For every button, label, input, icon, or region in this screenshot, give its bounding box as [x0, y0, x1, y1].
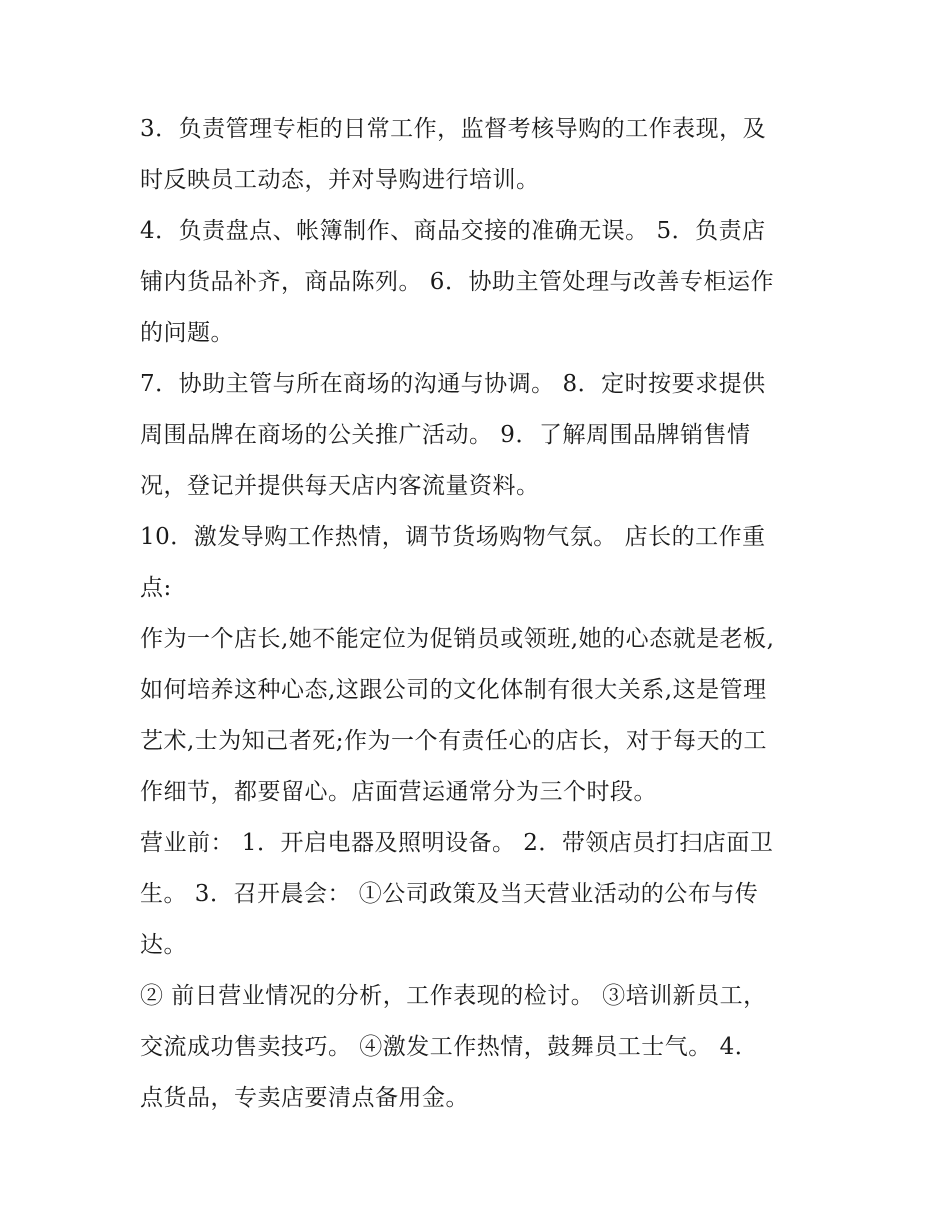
text-line: ② 前日营业情况的分析，工作表现的检讨。 ③培训新员工，	[140, 983, 767, 1009]
text-line: 周围品牌在商场的公关推广活动。 9．了解周围品牌销售情	[140, 422, 751, 448]
text-line: 点货品，专卖店要清点备用金。	[140, 1085, 469, 1111]
text-line: 交流成功售卖技巧。 ④激发工作热情，鼓舞员工士气。 4．	[140, 1034, 759, 1060]
text-line: 况，登记并提供每天店内客流量资料。	[140, 473, 540, 499]
text-line: 3．负责管理专柜的日常工作，监督考核导购的工作表现，及	[140, 116, 767, 142]
text-line: 时反映员工动态，并对导购进行培训。	[140, 167, 540, 193]
text-line: 4．负责盘点、帐簿制作、商品交接的准确无误。 5．负责店	[140, 218, 766, 244]
text-line: 的问题。	[140, 320, 234, 346]
text-line: 7．协助主管与所在商场的沟通与协调。 8．定时按要求提供	[140, 371, 766, 397]
text-line: 营业前： 1．开启电器及照明设备。 2．带领店员打扫店面卫	[140, 830, 774, 856]
text-line: 点:	[140, 575, 172, 601]
text-line: 艺术,士为知己者死;作为一个有责任心的店长，对于每天的工	[140, 728, 768, 754]
text-line: 作细节，都要留心。店面营运通常分为三个时段。	[140, 779, 657, 805]
document-body	[140, 104, 820, 1124]
text-line: 铺内货品补齐，商品陈列。 6．协助主管处理与改善专柜运作	[140, 269, 774, 295]
text-line: 10．激发导购工作热情，调节货场购物气氛。 店长的工作重	[140, 524, 766, 550]
text-line: 生。 3．召开晨会： ①公司政策及当天营业活动的公布与传	[140, 881, 759, 907]
text-line: 作为一个店长,她不能定位为促销员或领班,她的心态就是老板,	[140, 626, 775, 652]
text-line: 如何培养这种心态,这跟公司的文化体制有很大关系,这是管理	[140, 677, 767, 703]
text-line: 达。	[140, 932, 187, 958]
